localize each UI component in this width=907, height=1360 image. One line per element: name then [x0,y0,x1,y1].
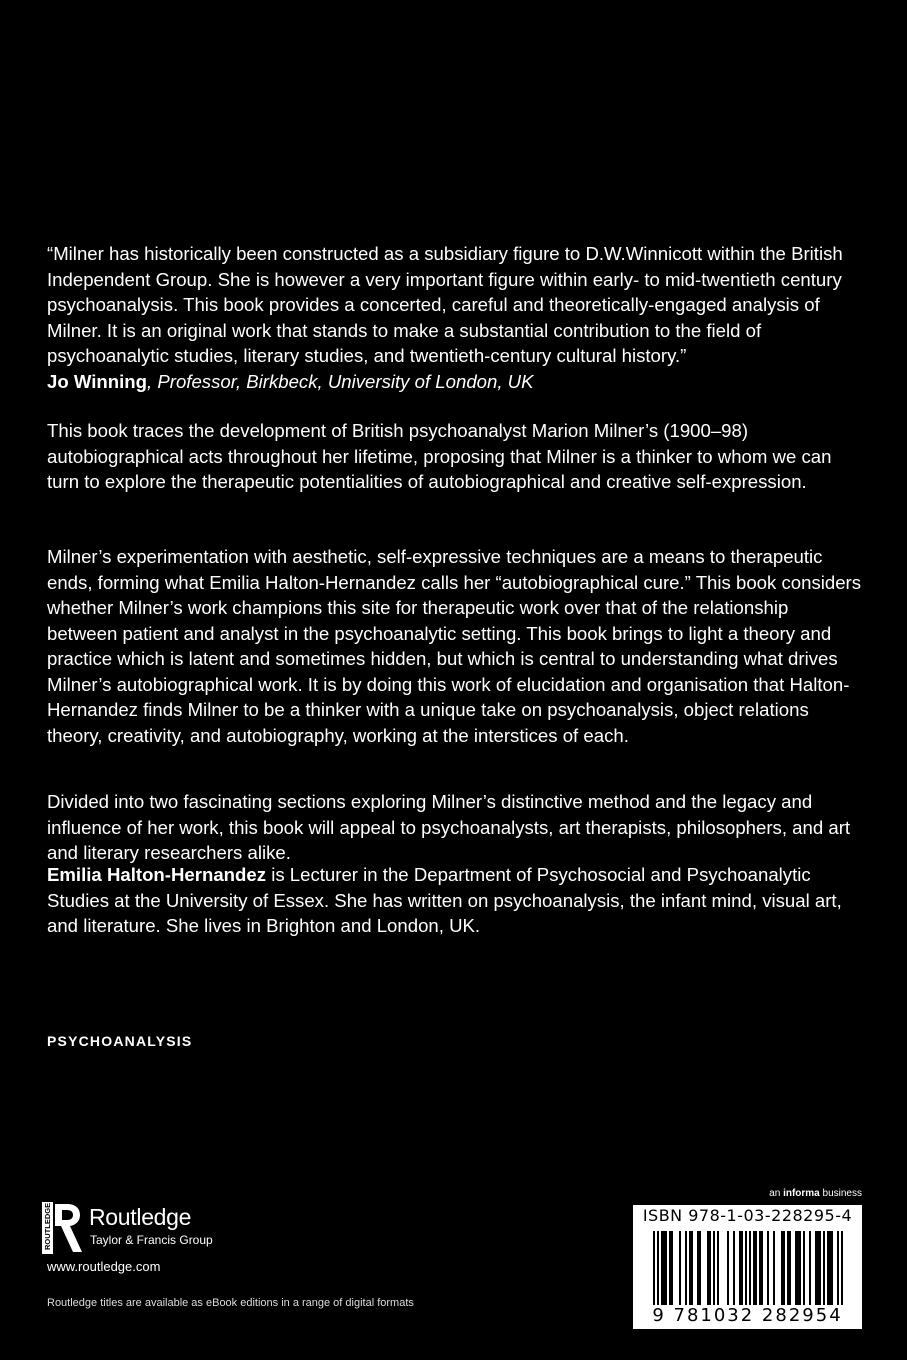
barcode-bar [795,1231,797,1315]
barcode-bar [767,1231,769,1315]
barcode-bar [797,1231,799,1315]
barcode-bar [707,1231,709,1315]
barcode-bar [745,1231,747,1315]
isbn-label: ISBN 978-1-03-228295-4 [642,1206,853,1225]
ebook-note: Routledge titles are available as eBook editions in a range of digital formats [47,1297,414,1309]
barcode-bar [781,1231,783,1315]
barcode-bar [837,1231,839,1315]
barcode-bar [663,1231,665,1315]
barcode-bar [783,1231,785,1315]
publisher-subtitle: Taylor & Francis Group [90,1233,213,1247]
barcode-bar [761,1231,763,1315]
barcode-bar [749,1231,751,1315]
barcode-bar [657,1231,659,1315]
barcode-bar [819,1231,821,1315]
barcode-bar [671,1231,673,1315]
barcode-bar [699,1231,701,1315]
description-paragraph-3: Divided into two fascinating sections exploring Milner’s distinctive method and the legacy and influence of her work, this book will appeal to psychoanalysts, art therapists, philosophers, and art and literary researchers alike. [47,791,851,863]
barcode-bar [817,1231,819,1315]
author-bio-text: is Lecturer in the Department of Psychosocial and Psychoanalytic Studies at the University of Essex. She has written on psychoanalysis, the infant mind, visual art, and literature. She lives in Brighton and London, UK. [47,864,842,936]
barcode-bar [773,1231,775,1315]
barcode-bar [679,1231,681,1315]
barcode-bar [809,1231,811,1315]
category-label: PSYCHOANALYSIS [47,1033,193,1049]
barcode-bar [669,1231,671,1315]
svg-text:ROUTLEDGE: ROUTLEDGE [43,1202,52,1250]
endorsement [47,241,862,394]
barcode-digits: 9 781032 282954 [633,1305,862,1327]
description-paragraph-1: This book traces the development of British psychoanalyst Marion Milner’s (1900–98) autobiographical acts throughout her lifetime, proposing that Milner is a thinker to whom we can turn to explore the therapeutic potentialities of autobiographical and creative self-expression. [47,420,832,492]
publisher-logo [42,1200,282,1260]
endorsement-affiliation: , Professor, Birkbeck, University of London, UK [147,370,534,392]
barcode-bar [815,1231,817,1315]
barcode-bar [685,1231,687,1315]
barcode-bars [633,1229,862,1315]
endorsement-attribution [47,369,862,395]
barcode-bar [717,1231,719,1315]
barcode-bar [733,1231,735,1315]
barcode-bar [799,1231,801,1315]
barcode-bar [827,1231,829,1315]
barcode-bar [727,1231,729,1315]
author-bio [47,862,862,939]
description-paragraph-2: Milner’s experimentation with aesthetic, self-expressive techniques are a means to therapeutic ends, forming what Emilia Halton-Hernandez calls her “autobiographical cure.” This book considers whether Milner’s work champions this site for therapeutic work over that of the relationship between patient and analyst in the psychoanalytic setting. This book brings to light a theory and practice which is latent and sometimes hidden, but which is central to understanding what drives Milner’s autobiographical work. It is by doing this work of elucidation and organisation that Halton-Hernandez finds Milner to be a thinker with a unique take on psychoanalysis, object relations theory, creativity, and autobiography, working at the interstices of each. [47,546,862,746]
barcode-bar [661,1231,663,1315]
barcode-bar [787,1231,789,1315]
barcode-bar [823,1231,825,1315]
isbn-barcode [633,1205,862,1329]
barcode-bar [697,1231,699,1315]
barcode-bar [713,1231,715,1315]
author-name: Emilia Halton-Hernandez [47,864,267,885]
barcode-bar [841,1231,843,1315]
barcode-bar [689,1231,691,1315]
informa-brand: informa [783,1188,820,1199]
barcode-bar [691,1231,693,1315]
barcode-bar [709,1231,711,1315]
barcode-bar [803,1231,805,1315]
barcode-bar [829,1231,831,1315]
endorsement-author: Jo Winning [47,370,148,392]
publisher-url: www.routledge.com [47,1259,161,1274]
barcode-bar [753,1231,755,1315]
endorsement-quote: “Milner has historically been constructed as a subsidiary figure to D.W.Winnicott within the British Independent Group. She is however a very important figure within early- to mid-twentieth century psychoanalysis. This book provides a concerted, careful and theoretically-engaged analysis of Milner. It is an original work that stands to make a substantial contribution to the field of psychoanalytic studies, literary studies, and twentieth-century cultural history.” [47,243,843,366]
barcode-bar [831,1231,833,1315]
barcode-bar [739,1231,741,1315]
routledge-logo-icon [42,1200,82,1256]
barcode-bar [759,1231,761,1315]
barcode-bar [665,1231,667,1315]
informa-tagline: an informa business [769,1188,862,1199]
barcode-bar [653,1231,655,1315]
barcode-bar [741,1231,743,1315]
barcode-bar [789,1231,791,1315]
publisher-name: Routledge [89,1204,192,1230]
barcode-bar [755,1231,757,1315]
